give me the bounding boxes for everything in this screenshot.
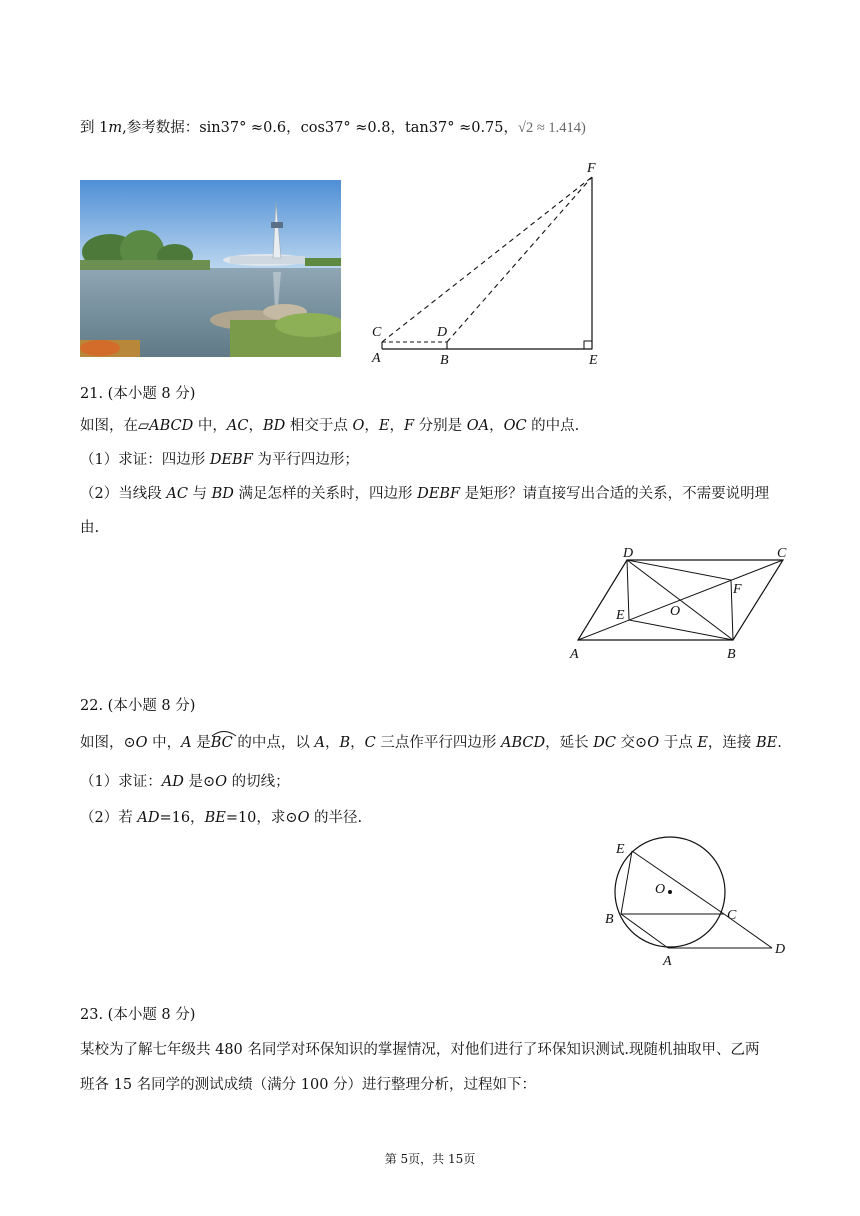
q22-stem: 如图，⊙O 中，A 是 BC 的中点，以 A，B，C 三点作平行四边形 ABCD，延长 DC 交⊙O 于点 E，连接 BE. <box>80 733 782 753</box>
center-o <box>668 890 672 894</box>
q20-geometry-figure <box>370 160 610 370</box>
tower-lake-photo <box>80 180 341 357</box>
arc-symbol <box>211 727 237 737</box>
q20-reference-line: 到 1m,参考数据：sin37° ≈0.6，cos37° ≈0.8，tan37° ≈0.75，√2 ≈ 1.414) <box>80 120 586 136</box>
q22-circle-figure <box>600 835 800 975</box>
segment-ba <box>621 914 668 948</box>
label-e: E <box>589 353 598 368</box>
label-a: A <box>372 351 381 366</box>
q23-line1: 某校为了解七年级共 480 名同学对环保知识的掌握情况，对他们进行了环保知识测试.现随机抽取甲、乙两 <box>80 1042 760 1058</box>
right-angle-mark <box>584 341 592 349</box>
label-o: O <box>655 882 666 897</box>
label-e: E <box>616 842 625 857</box>
q21-heading: 21. (本小题 8 分) <box>80 386 196 402</box>
label-d: D <box>437 325 448 340</box>
label-a: A <box>570 647 579 662</box>
label-f: F <box>733 582 742 597</box>
label-b: B <box>440 353 449 368</box>
segment-ec <box>632 851 724 914</box>
page-footer: 第 5页，共 15页 <box>384 1152 476 1166</box>
arc-bc: BC <box>211 733 233 753</box>
diagonal-bd <box>627 560 733 640</box>
q21-part2: （2）当线段 AC 与 BD 满足怎样的关系时，四边形 DEBF 是矩形？请直接写出合适的关系，不需要说明理 <box>80 486 770 502</box>
q23-heading: 23. (本小题 8 分) <box>80 1007 196 1023</box>
label-f: F <box>587 161 596 176</box>
segment-cf <box>382 177 592 342</box>
label-o: O <box>670 604 681 619</box>
label-b: B <box>605 912 614 927</box>
label-b: B <box>727 647 736 662</box>
segment-df <box>447 177 592 342</box>
q21-parallelogram-figure <box>565 545 795 665</box>
label-c: C <box>727 908 737 923</box>
segment-eb <box>621 851 632 914</box>
q23-line2: 班各 15 名同学的测试成绩（满分 100 分）进行整理分析，过程如下： <box>80 1077 537 1093</box>
q21-stem: 如图，在▱ABCD 中，AC，BD 相交于点 O，E，F 分别是 OA，OC 的中点. <box>80 418 580 434</box>
q22-part2: （2）若 AD=16，BE=10，求⊙O 的半径. <box>80 810 363 826</box>
q22-part1: （1）求证：AD 是⊙O 的切线； <box>80 774 290 790</box>
q22-heading: 22. (本小题 8 分) <box>80 698 196 714</box>
label-c: C <box>777 546 787 561</box>
label-e: E <box>616 608 625 623</box>
q21-part2-continued: 由. <box>80 520 100 536</box>
label-c: C <box>372 325 382 340</box>
label-a: A <box>663 954 672 969</box>
label-d: D <box>623 546 634 561</box>
label-d: D <box>775 942 786 957</box>
q21-part1: （1）求证：四边形 DEBF 为平行四边形； <box>80 452 359 468</box>
